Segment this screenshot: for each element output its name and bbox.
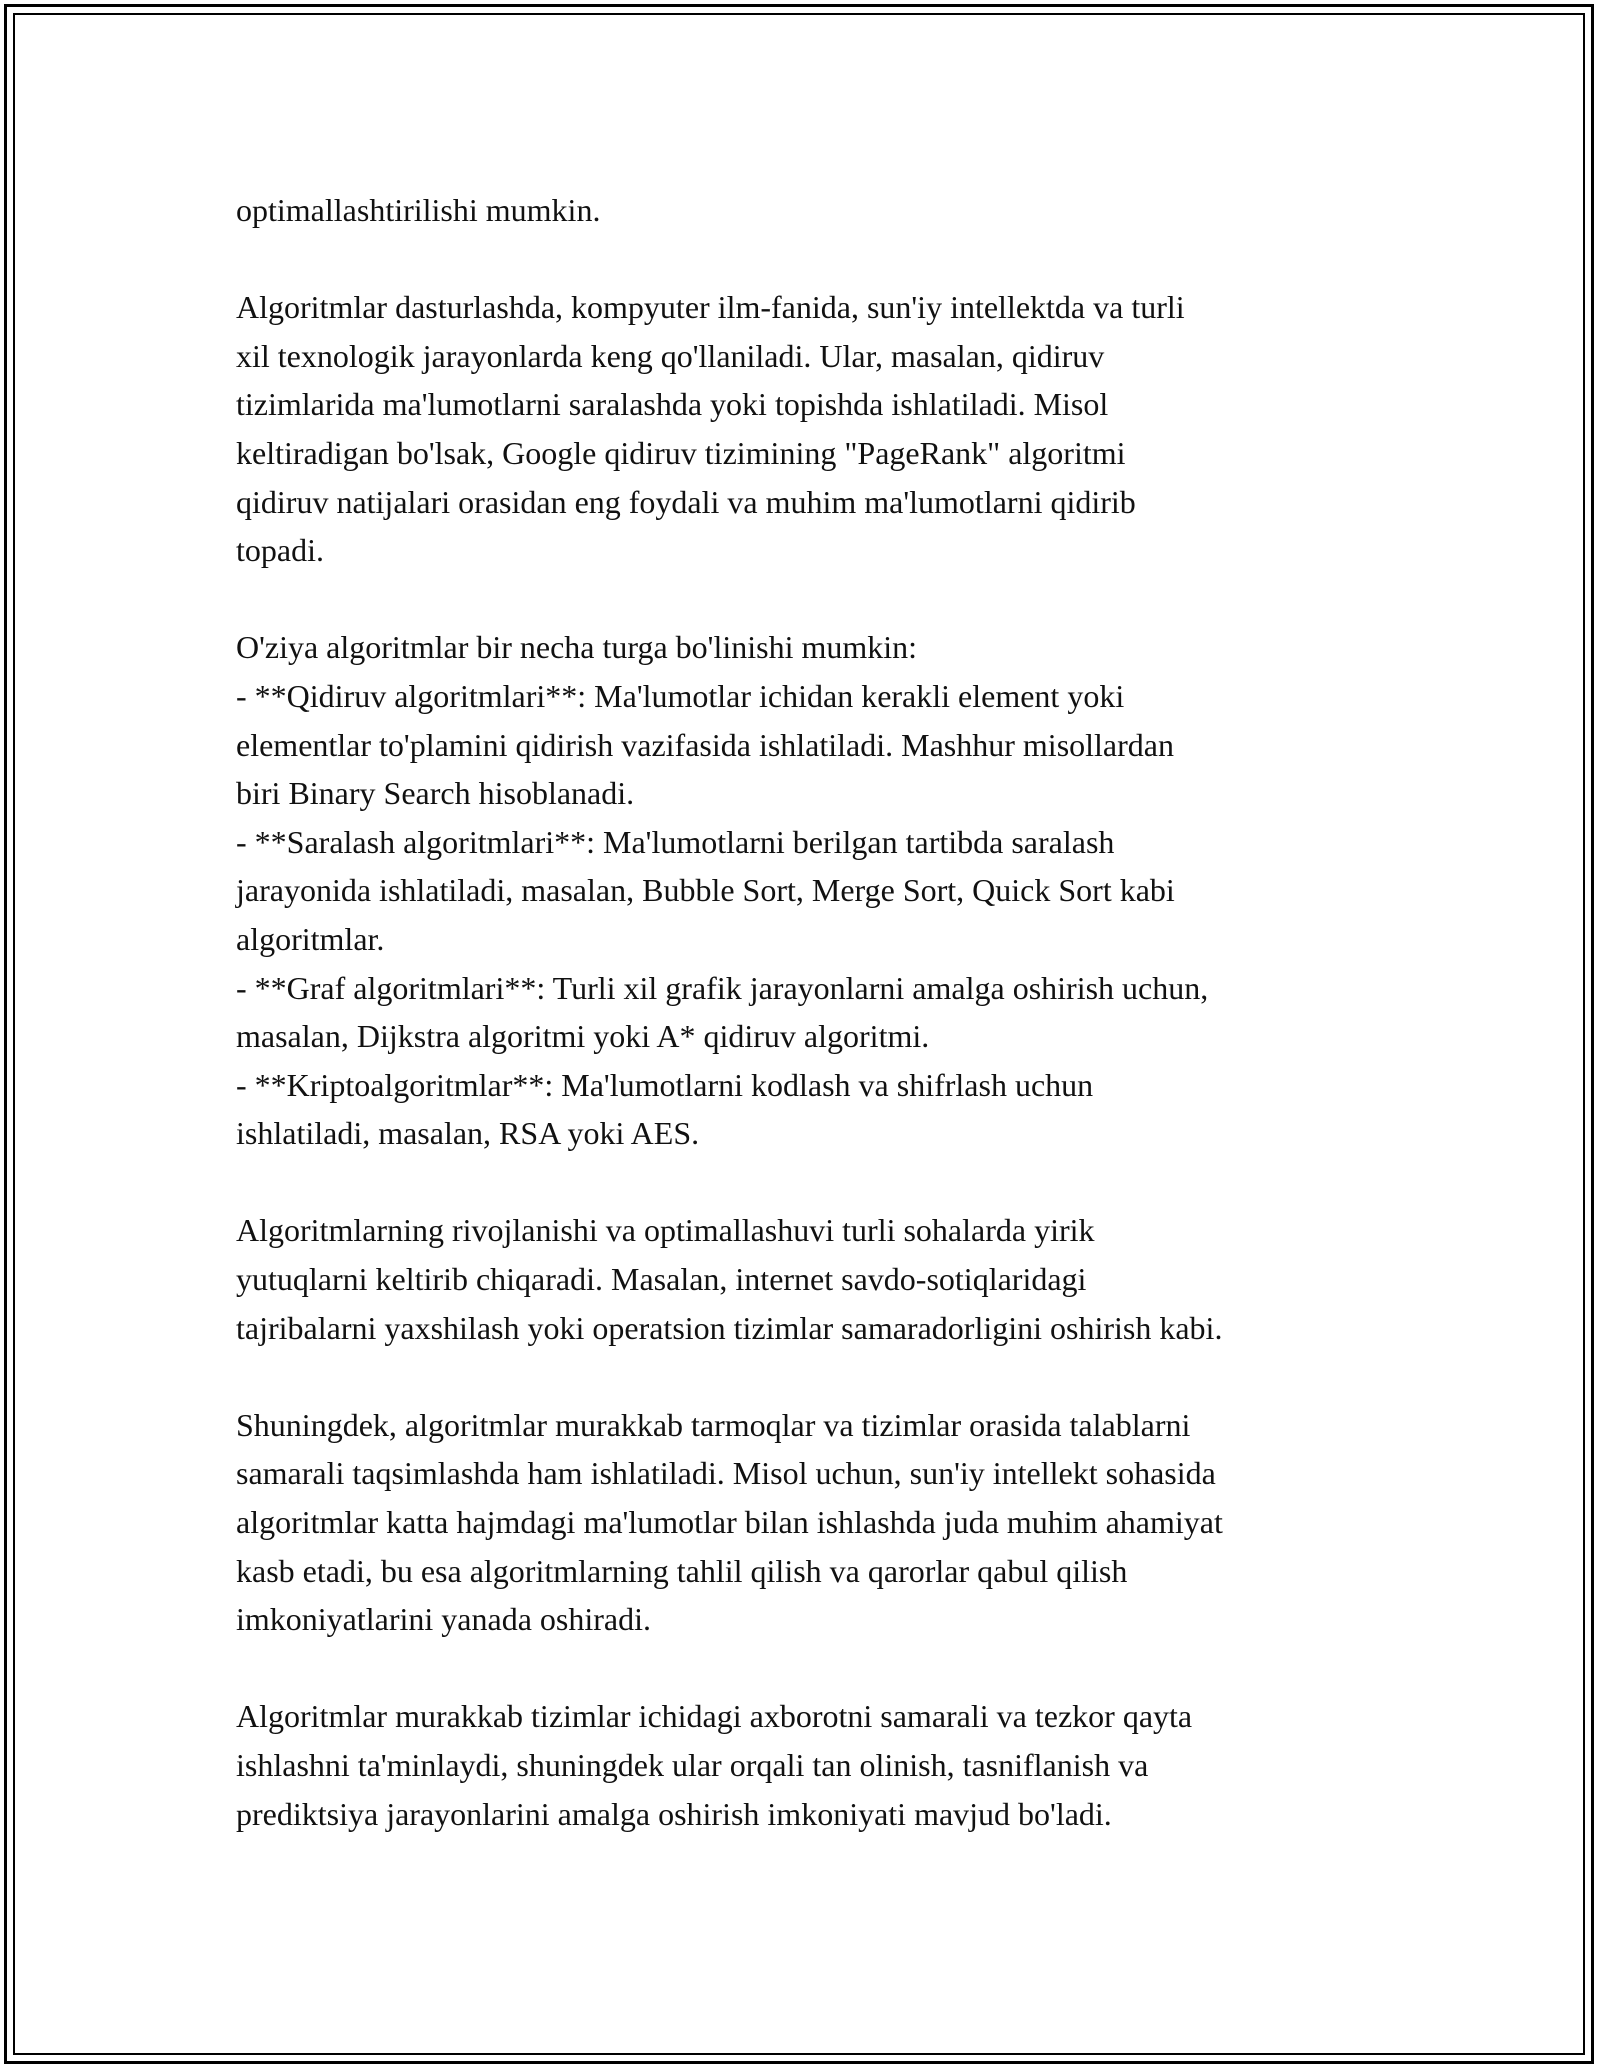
list-item-graph-algorithms: - **Graf algoritmlari**: Turli xil grafik jarayonlarni amalga oshirish uchun, masalan, Dijkstra algoritmi yoki A* qidiruv algoritmi. [236, 969, 1209, 1055]
paragraph-continuation: optimallashtirilishi mumkin. [236, 192, 601, 228]
list-item-crypto-algorithms: - **Kriptoalgoritmlar**: Ma'lumotlarni kodlash va shifrlash uchun ishlatiladi, masalan, RSA yoki AES. [236, 1066, 1094, 1152]
paragraph-networks-ai: Shuningdek, algoritmlar murakkab tarmoqlar va tizimlar orasida talablarni samarali taqsimlashda ham ishlatiladi. Misol uchun, sun'iy intellekt sohasida algoritmlar katta hajmdagi ma'lumotlar bilan ishlashda juda muhim ahamiyat kasb etadi, bu esa algoritmlarning tahlil qilish va qarorlar qabul qilish imkoniyatlarini yanada oshiradi. [236, 1406, 1223, 1638]
paragraph-algorithm-usage: Algoritmlar dasturlashda, kompyuter ilm-fanida, sun'iy intellektda va turli xil texnologik jarayonlarda keng qo'llaniladi. Ular, masalan, qidiruv tizimlarida ma'lumotlarni saralashda yoki topishda ishlatiladi. Misol keltiradigan bo'lsak, Google qidiruv tizimining "PageRank" algoritmi qidiruv natijalari orasidan eng foydali va muhim ma'lumotlarni qidirib topadi. [236, 289, 1185, 569]
list-item-sorting-algorithms: - **Saralash algoritmlari**: Ma'lumotlarni berilgan tartibda saralash jarayonida ishlatiladi, masalan, Bubble Sort, Merge Sort, Quick Sort kabi algoritmlar. [236, 823, 1175, 957]
paragraph-information-processing: Algoritmlar murakkab tizimlar ichidagi axborotni samarali va tezkor qayta ishlashni ta'minlaydi, shuningdek ular orqali tan olinish, tasniflanish va prediktsiya jarayonlarini amalga oshirish imkoniyati mavjud bo'ladi. [236, 1698, 1193, 1832]
list-intro: O'ziya algoritmlar bir necha turga bo'linishi mumkin: [236, 629, 918, 666]
list-item-search-algorithms: - **Qidiruv algoritmlari**: Ma'lumotlar ichidan kerakli element yoki elementlar to'plamini qidirish vazifasida ishlatiladi. Mashhur misollardan biri Binary Search hisoblanadi. [236, 677, 1174, 812]
algorithm-types-list [236, 623, 1376, 1158]
document-body [236, 186, 1376, 1838]
paragraph-optimization: Algoritmlarning rivojlanishi va optimallashuvi turli sohalarda yirik yutuqlarni keltirib chiqaradi. Masalan, internet savdo-sotiqlaridagi tajribalarni yaxshilash yoki operatsion tizimlar samaradorligini oshirish kabi. [236, 1212, 1223, 1346]
